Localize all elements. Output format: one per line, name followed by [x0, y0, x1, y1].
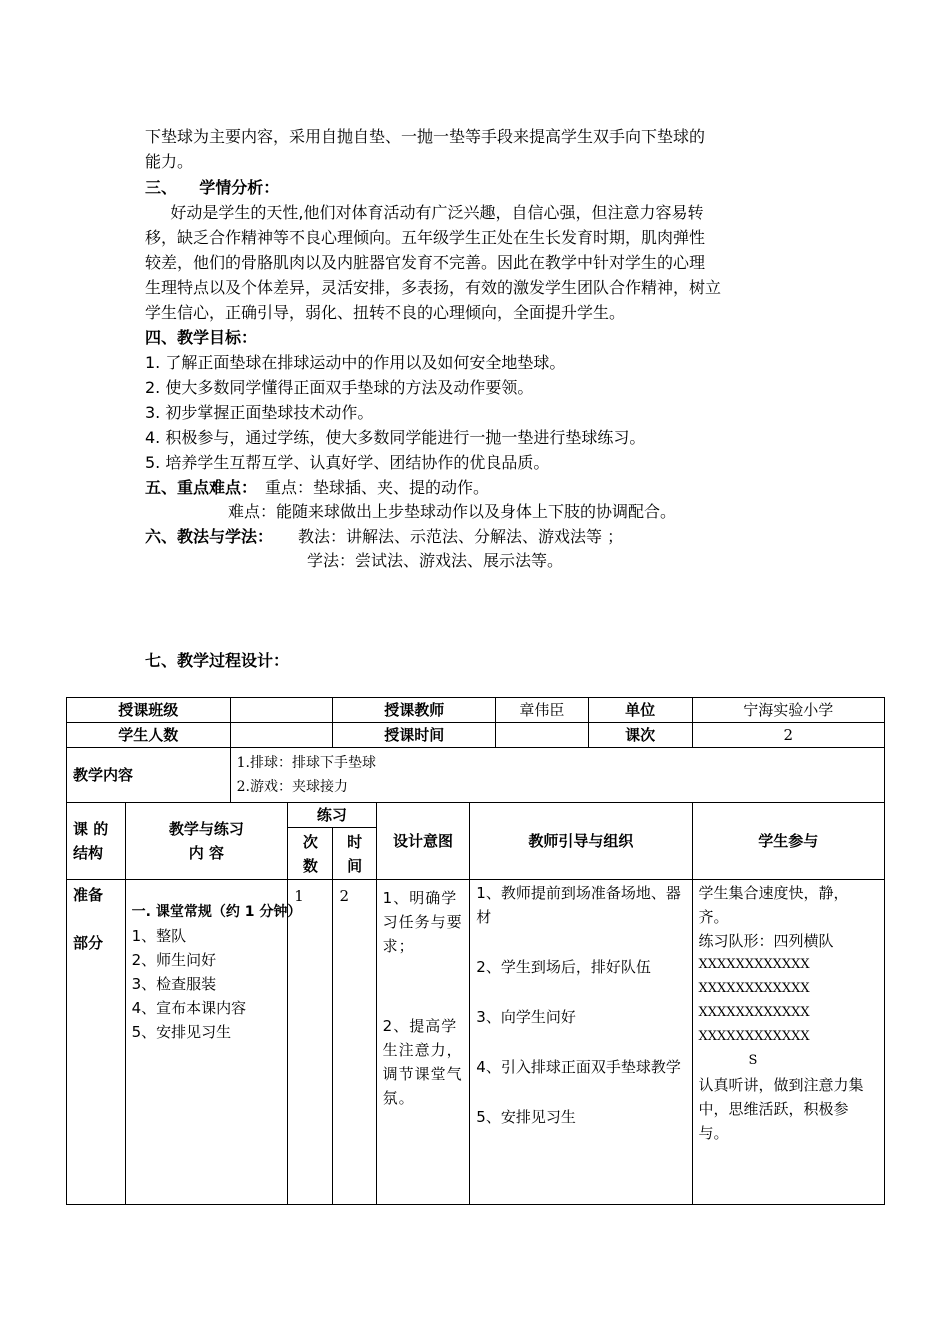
teacher-step-5: 5、安排见习生: [476, 1108, 576, 1126]
prep-part-label: 准备 部分: [67, 880, 126, 1205]
header-duration: 时 间: [333, 828, 376, 880]
class-value: [230, 698, 333, 723]
unit-value: 宁海实验小学: [692, 698, 884, 723]
header-times: 次 数: [288, 828, 333, 880]
prep-student-participation: [692, 880, 884, 1205]
prep-content-title: 一. 课堂常规（约 1 分钟）: [131, 904, 302, 920]
prep-design-intent: [376, 880, 470, 1205]
section3-line-4: 生理特点以及个体差异，灵活安排，多表扬，有效的激发学生团队合作精神，树立: [145, 278, 722, 297]
section4-heading: 四、教学目标：: [145, 328, 258, 347]
design-intent-2: 2、提高学生注意力，调节课堂气氛。: [382, 1017, 463, 1107]
student-note-1: 学生集合速度快，静，齐。: [698, 884, 849, 926]
header-teaching-content: 教学与练习 内 容: [125, 803, 288, 880]
design-intent-1: 1、明确学习任务与要求；: [382, 889, 463, 955]
teacher-step-1: 1、教师提前到场准备场地、器材: [476, 884, 681, 926]
prep-times: 1: [288, 880, 333, 1205]
teacher-step-4: 4、引入排球正面双手垫球教学: [476, 1058, 681, 1076]
table-row-students: [67, 723, 885, 748]
content-value: [230, 748, 884, 803]
students-label: 学生人数: [67, 723, 231, 748]
header-design-intent: 设计意图: [376, 803, 470, 880]
time-label: 授课时间: [333, 723, 496, 748]
header-teacher-guidance: 教师引导与组织: [470, 803, 692, 880]
teacher-step-2: 2、学生到场后，排好队伍: [476, 958, 651, 976]
formation-teacher-mark: S: [748, 1053, 758, 1068]
goal-item-2: 2. 使大多数同学懂得正面双手垫球的方法及动作要领。: [145, 378, 534, 397]
content-item-2: 2.游戏：夹球接力: [236, 779, 348, 795]
teacher-value: 章伟臣: [496, 698, 589, 723]
table-row-class: [67, 698, 885, 723]
prep-content-items: 1、整队 2、师生问好 3、检查服装 4、宣布本课内容 5、安排见习生: [131, 927, 247, 1041]
formation-diagram: XXXXXXXXXXXX XXXXXXXXXXXX XXXXXXXXXXXX XXXXXXXXXXXX: [698, 957, 810, 1044]
section3-heading: 三、 学情分析：: [145, 178, 280, 197]
learning-methods: 学法：尝试法、游戏法、展示法等。: [307, 551, 564, 570]
student-note-3: 认真听讲，做到注意力集中，思维活跃，积极参与。: [698, 1076, 864, 1142]
header-practice: 练习: [288, 803, 376, 828]
prep-teacher-guidance: [470, 880, 692, 1205]
section5-heading: 五、重点难点：: [145, 478, 258, 497]
goal-item-4: 4. 积极参与，通过学练，使大多数同学能进行一抛一垫进行垫球练习。: [145, 428, 646, 447]
section6-heading: 六、教法与学法：: [145, 527, 274, 546]
students-value: [230, 723, 333, 748]
key-point: 重点：垫球插、夹、提的动作。: [265, 478, 490, 497]
section7-heading: 七、教学过程设计：: [145, 651, 290, 670]
goal-item-3: 3. 初步掌握正面垫球技术动作。: [145, 403, 374, 422]
unit-label: 单位: [588, 698, 692, 723]
content-label: 教学内容: [67, 748, 231, 803]
teaching-methods: 教法：讲解法、示范法、分解法、游戏法等 ；: [298, 527, 624, 546]
header-student-participation: 学生参与: [692, 803, 884, 880]
lesson-count-value: 2: [692, 723, 884, 748]
difficulty: 难点：能随来球做出上步垫球动作以及身体上下肢的协调配合。: [228, 502, 677, 521]
time-value: [496, 723, 589, 748]
teacher-step-3: 3、向学生问好: [476, 1008, 576, 1026]
prep-content: [125, 880, 302, 1205]
intro-line-1: 下垫球为主要内容，采用自抛自垫、一抛一垫等手段来提高学生双手向下垫球的: [145, 127, 706, 146]
teacher-label: 授课教师: [333, 698, 496, 723]
goal-item-5: 5. 培养学生互帮互学、认真好学、团结协作的优良品质。: [145, 453, 550, 472]
lesson-plan-table: [66, 697, 885, 1205]
table-row-content: [67, 748, 885, 803]
class-label: 授课班级: [67, 698, 231, 723]
section3-line-5: 学生信心，正确引导，弱化、扭转不良的心理倾向，全面提升学生。: [145, 303, 626, 322]
prep-duration: 2: [333, 880, 376, 1205]
student-note-2: 练习队形：四列横队: [698, 932, 834, 950]
goal-item-1: 1. 了解正面垫球在排球运动中的作用以及如何安全地垫球。: [145, 353, 566, 372]
content-item-1: 1.排球：排球下手垫球: [236, 755, 376, 771]
intro-line-2: 能力。: [145, 152, 194, 171]
table-header-row-1: [67, 803, 885, 828]
header-structure: 课 的 结构: [67, 803, 126, 880]
table-row-preparation: [67, 880, 885, 1205]
section3-line-2: 移，缺乏合作精神等不良心理倾向。五年级学生正处在生长发育时期，肌肉弹性: [145, 228, 706, 247]
section3-line-1: 好动是学生的天性,他们对体育活动有广泛兴趣，自信心强，但注意力容易转: [145, 203, 704, 222]
lesson-count-label: 课次: [588, 723, 692, 748]
section3-line-3: 较差，他们的骨胳肌肉以及内脏器官发育不完善。因此在教学中针对学生的心理: [145, 253, 706, 272]
